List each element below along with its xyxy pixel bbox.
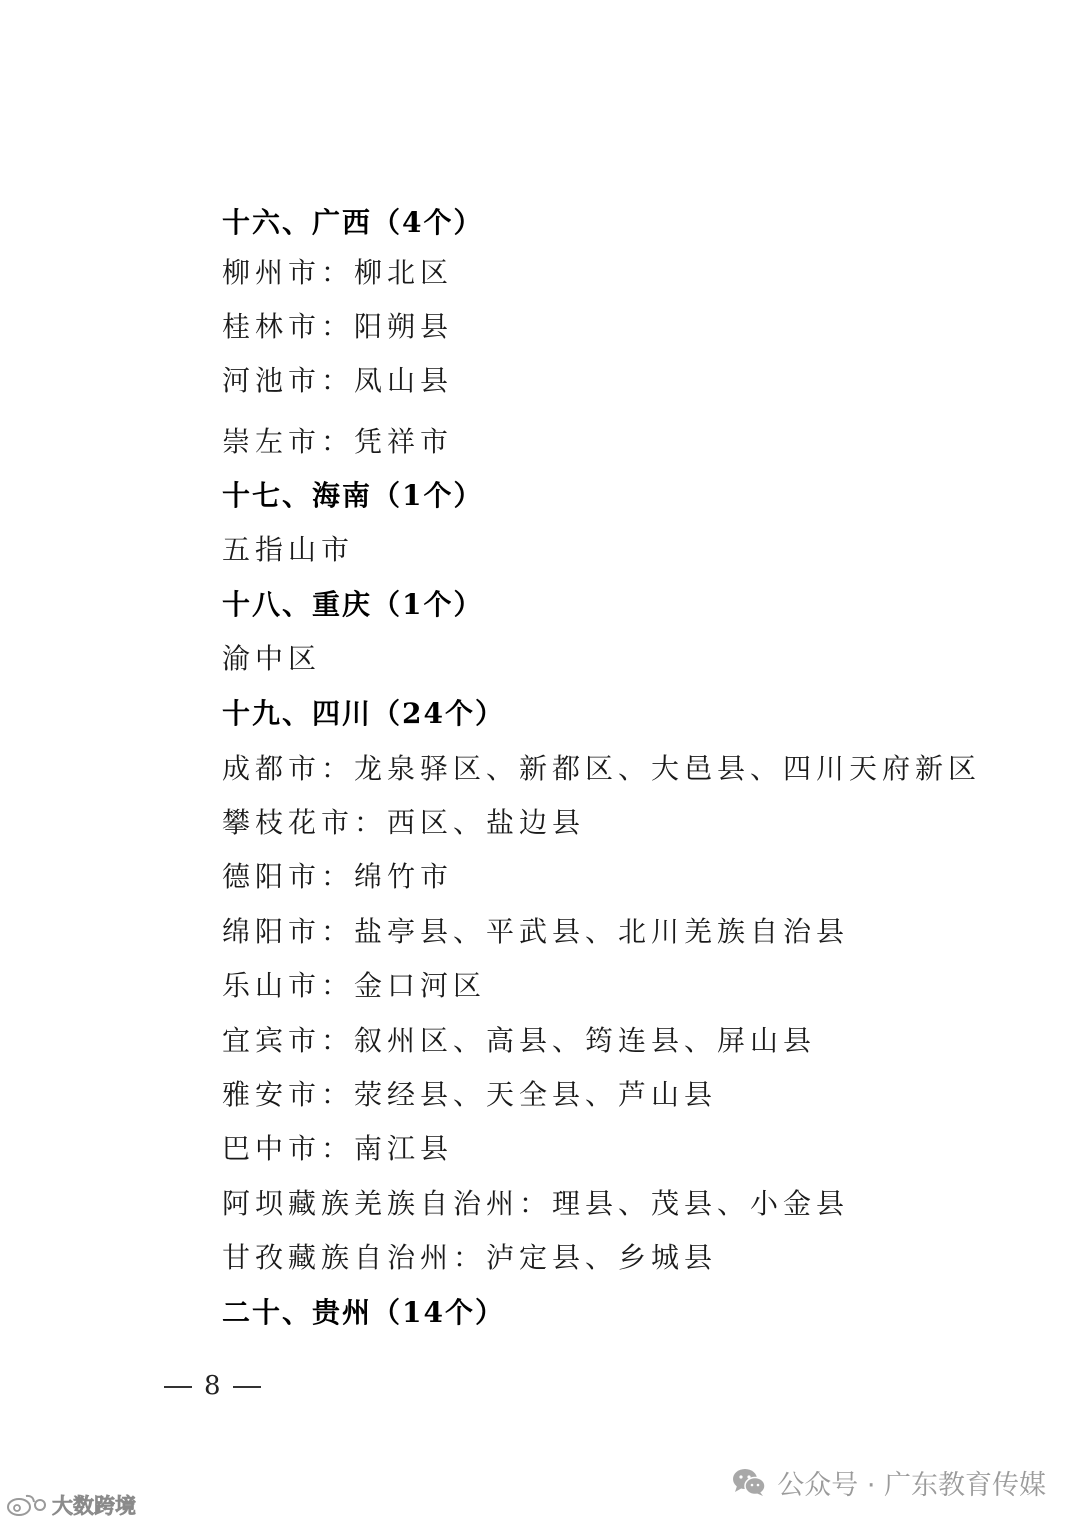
list-item: 柳州市：柳北区: [222, 256, 454, 289]
weibo-watermark: [6, 1490, 136, 1520]
weibo-icon: [6, 1492, 48, 1518]
dash-right: [233, 1386, 261, 1388]
list-item: 崇左市：凭祥市: [222, 425, 454, 458]
section-heading-hainan: 十七、海南（1个）: [222, 479, 484, 512]
list-item: 攀枝花市：西区、盐边县: [222, 806, 586, 839]
list-item: 绵阳市：盐亭县、平武县、北川羌族自治县: [222, 915, 850, 948]
section-heading-chongqing: 十八、重庆（1个）: [222, 588, 484, 621]
section-heading-sichuan: 十九、四川（24个）: [222, 697, 505, 730]
list-item: 桂林市：阳朔县: [222, 310, 454, 343]
wechat-watermark: [731, 1462, 1046, 1502]
wechat-icon: [731, 1467, 767, 1497]
wechat-watermark-text: 公众号 · 广东教育传媒: [777, 1469, 1046, 1501]
weibo-watermark-text: 大数跨境: [52, 1494, 136, 1518]
list-item: 河池市：凤山县: [222, 364, 454, 397]
page-number: [164, 1368, 261, 1404]
list-item: 巴中市：南江县: [222, 1132, 454, 1165]
list-item: 雅安市：荥经县、天全县、芦山县: [222, 1078, 718, 1111]
list-item: 五指山市: [222, 533, 355, 566]
list-item: 渝中区: [222, 642, 322, 675]
list-item: 乐山市：金口河区: [222, 969, 487, 1002]
dash-left: [164, 1386, 192, 1388]
page-number-value: 8: [204, 1371, 221, 1401]
list-item: 德阳市：绵竹市: [222, 860, 454, 893]
section-heading-guangxi: 十六、广西（4个）: [222, 206, 484, 239]
list-item: 甘孜藏族自治州：泸定县、乡城县: [222, 1241, 718, 1274]
list-item: 阿坝藏族羌族自治州：理县、茂县、小金县: [222, 1187, 850, 1220]
list-item: 宜宾市：叙州区、高县、筠连县、屏山县: [222, 1024, 817, 1057]
section-heading-guizhou: 二十、贵州（14个）: [222, 1296, 505, 1329]
list-item: 成都市：龙泉驿区、新都区、大邑县、四川天府新区: [222, 752, 982, 785]
